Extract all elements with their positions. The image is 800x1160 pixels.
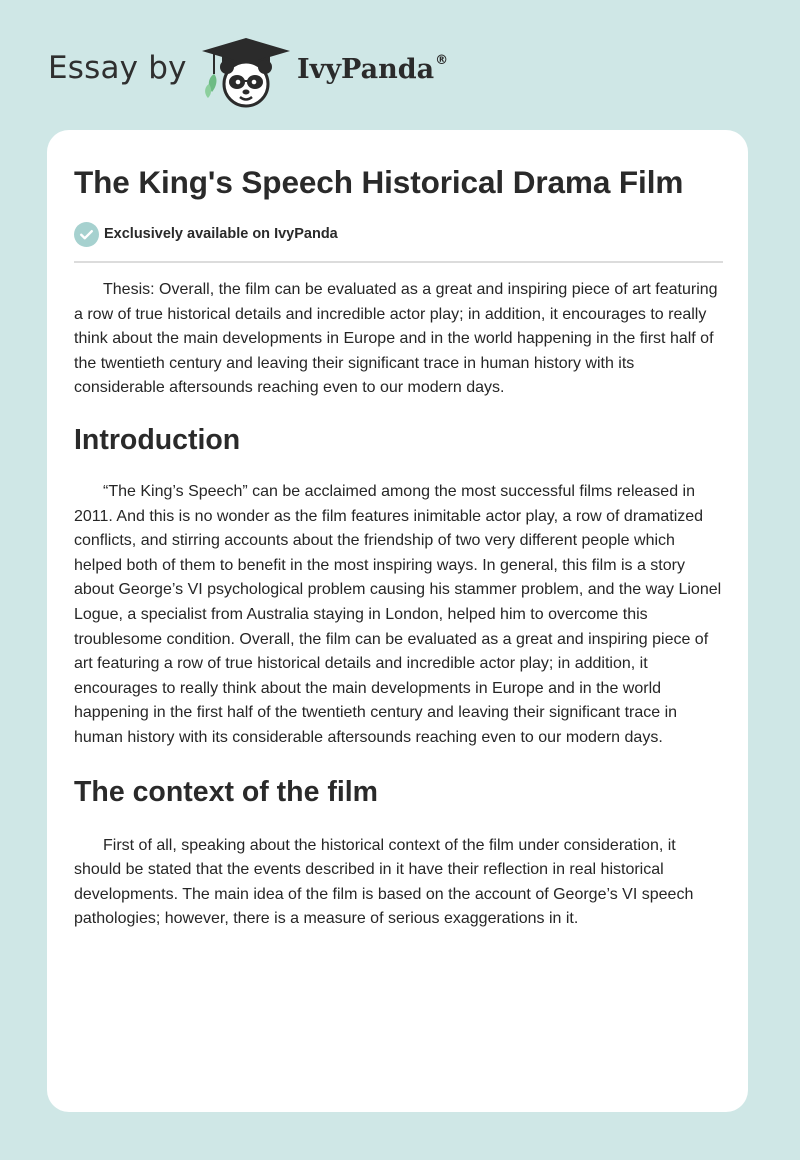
- brand-prefix: Essay by: [48, 50, 187, 86]
- trademark-symbol: ®: [435, 53, 449, 68]
- article-body: [74, 278, 726, 932]
- article-card: [47, 130, 748, 1112]
- section-heading-introduction: Introduction: [74, 423, 241, 456]
- brand-name-text: IvyPanda: [297, 54, 435, 85]
- page-title: The King's Speech Historical Drama Film: [74, 164, 684, 200]
- check-circle-icon: [74, 222, 99, 247]
- brand-name[interactable]: [297, 53, 448, 85]
- panda-graduate-logo-icon[interactable]: [198, 34, 294, 110]
- thesis-paragraph: Thesis: Overall, the film can be evaluated as a great and inspiring piece of art featuring a row of true historical details and incredible actor play; in addition, it encourages to really think about the main developments in Europe and in the world happening in the first half of the twentieth century and leaving their significant trace in human history with its considerable aftersounds reaching even to our modern days.: [74, 281, 718, 397]
- site-header: [0, 0, 800, 120]
- context-paragraph: First of all, speaking about the historical context of the film under consideration, it should be stated that the events described in it have their reflection in real historical developments. The main idea of the film is based on the account of George’s VI speech pathologies; however, there is a measure of serious exaggerations in it.: [74, 836, 694, 928]
- title-divider: [74, 261, 723, 263]
- exclusive-badge-text: Exclusively available on IvyPanda: [104, 226, 338, 242]
- introduction-paragraph: “The King’s Speech” can be acclaimed among the most successful films released in 2011. And this is no wonder as the film features inimitable actor play, a row of dramatized conflicts, and stirring accounts about the friendship of two very different people which helped both of them to benefit in the most inspiring ways. In general, this film is a story about George’s VI psychological problem causing his stammer problem, and the way Lionel Logue, a specialist from Australia staying in London, helped him to overcome this troublesome condition. Overall, the film can be evaluated as a great and inspiring piece of art featuring a row of true historical details and incredible actor play; in addition, it encourages to really think about the main developments in Europe and in the world happening in the first half of the twentieth century and leaving their significant trace in human history with its considerable aftersounds reaching even to our modern days.: [74, 482, 722, 746]
- exclusive-badge: [74, 221, 338, 247]
- section-heading-context: The context of the film: [74, 775, 379, 808]
